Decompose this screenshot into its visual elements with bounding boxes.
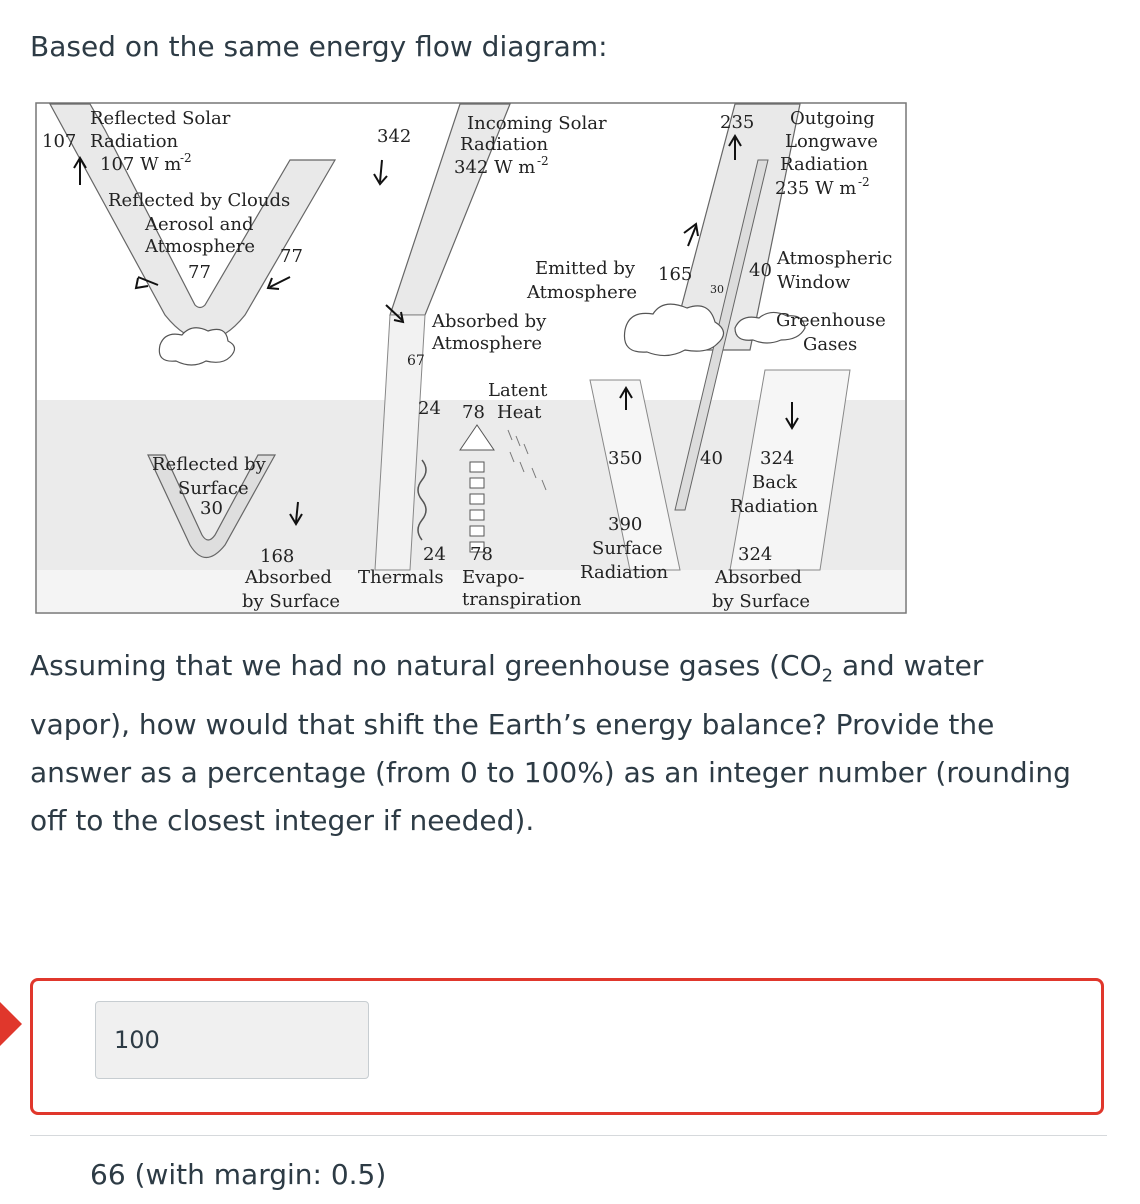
surface-window-value: 40 [700,448,723,469]
emitted-label-2: Atmosphere [527,282,638,303]
atmospheric-window-2: Window [777,272,851,293]
greenhouse-2: Gases [803,334,858,355]
question-subscript: 2 [821,665,834,687]
thermals-label: Thermals [358,567,444,588]
clouds-label-2: Aerosol and [145,214,254,235]
answer-box [30,978,1104,1115]
incoming-label-3: 342 W m [454,157,536,178]
reflected-solar-flux: 107 W m [100,154,182,175]
clouds-label-3: Atmosphere [145,236,256,257]
absorbed-surface-right-1: 324 [738,544,773,565]
incorrect-answer-marker [0,1002,22,1046]
atmospheric-window-1: Atmospheric [777,248,893,269]
evapo-label-1: Evapo- [462,567,525,588]
surface-radiation-2: Surface [592,538,663,559]
reflected-solar-label: Reflected Solar [90,108,231,129]
thermals-value: 24 [423,544,446,565]
surface-radiation-3: Radiation [580,562,669,583]
question-part-1: Assuming that we had no natural greenhouse gases (CO [30,649,822,682]
surface-up-value: 350 [608,448,643,469]
absorbed-surface-left-1: 168 [260,546,295,567]
greenhouse-1: Greenhouse [776,310,886,331]
outgoing-value: 235 [720,112,755,133]
surface-radiation-1: 390 [608,514,643,535]
back-radiation-2: Back [752,472,797,493]
back-radiation-1: 324 [760,448,795,469]
reflected-surface-3: 30 [200,498,223,519]
thermals-value-top: 24 [418,398,441,419]
absorbed-surface-left-3: by Surface [242,591,341,612]
back-radiation-3: Radiation [730,496,819,517]
reflected-surface-2: Surface [178,478,249,499]
correct-answer: 66 (with margin: 0.5) [90,1158,387,1191]
clouds-label-1: Reflected by Clouds [108,190,291,211]
emitted-value: 165 [658,264,693,285]
heat-label: Heat [497,402,542,423]
absorbed-atm-value: 67 [407,353,425,369]
outgoing-label-3: Radiation [780,154,869,175]
outgoing-label-1: Outgoing [790,108,875,129]
incoming-value: 342 [377,126,412,147]
superscript: -2 [537,154,549,168]
absorbed-surface-right-2: Absorbed [715,567,802,588]
absorbed-atm-1: Absorbed by [432,311,547,332]
absorbed-atm-2: Atmosphere [432,333,543,354]
latent-label: Latent [488,380,548,401]
outgoing-label-2: Longwave [785,131,878,152]
latent-heat-value: 78 [462,402,485,423]
incoming-label-2: Radiation [460,134,549,155]
question-part-2: and water vapor), how would that shift the Earth’s energy balance? Provide the answer as a percentage (from 0 to 100%) as an integer number (rounding off to the closest integer if needed). [30,649,1071,837]
evapo-label-2: transpiration [462,589,582,610]
question-heading: Based on the same energy flow diagram: [30,30,608,63]
reflected-solar-label-2: Radiation [90,131,179,152]
outgoing-label-4: 235 W m [775,178,857,199]
superscript: -2 [180,151,192,165]
absorbed-surface-left-2: Absorbed [245,567,332,588]
reflected-surface-1: Reflected by [152,454,266,475]
window-small-value: 30 [710,283,724,296]
reflected-solar-value: 107 [42,131,77,152]
energy-flow-diagram [30,100,910,618]
emitted-label-1: Emitted by [535,258,636,279]
clouds-value-right: 77 [280,246,303,267]
divider [30,1135,1107,1136]
incoming-label-1: Incoming Solar [467,113,607,134]
evapo-value: 78 [470,544,493,565]
window-value: 40 [749,260,772,281]
clouds-value-left: 77 [188,262,211,283]
answer-input[interactable] [95,1001,369,1079]
superscript: -2 [858,175,870,189]
absorbed-surface-right-3: by Surface [712,591,811,612]
question-text [30,642,1090,845]
